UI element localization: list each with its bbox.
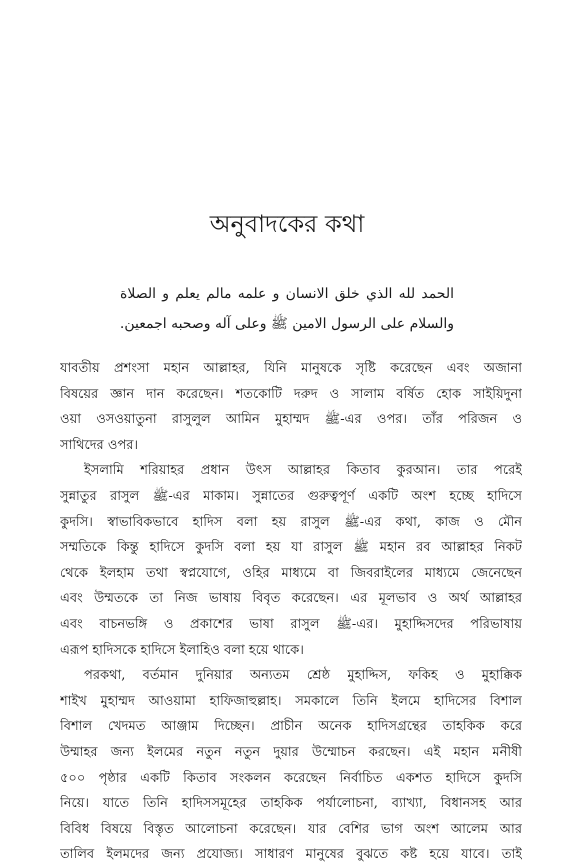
paragraph-2 xyxy=(60,458,522,663)
page-title: অনুবাদকের কথা xyxy=(209,210,365,238)
text-line: সম্মতিকে কিন্তু হাদিসে কুদসি বলা হয় যা রাসুল ﷺ মহান রব আল্লাহর নিকট xyxy=(60,540,522,556)
text-line: বিষয়ের জ্ঞান দান করেছেন। শতকোটি দরুদ ও সালাম বর্ষিত হোক সাইয়িদুনা xyxy=(60,386,522,402)
text-line: উম্মাহর জন্য ইলমের নতুন নতুন দুয়ার উম্মোচন করছেন। এই মহান মনীষী xyxy=(60,744,522,760)
text-line: পরকথা, বর্তমান দুনিয়ার অন্যতম শ্রেষ্ঠ মুহাদ্দিস, ফকিহ ও মুহাক্কিক xyxy=(84,668,522,684)
text-line: নিয়ে। যাতে তিনি হাদিসসমূহের তাহকিক পর্যালোচনা, ব্যাখ্যা, বিধানসহ আর xyxy=(60,796,522,812)
text-line: তালিব ইলমদের জন্য প্রযোজ্য। সাধারণ মানুষের বুঝতে কষ্ট হয়ে যাবে। তাই xyxy=(60,847,522,863)
text-line: এবং বাচনভঙ্গি ও প্রকাশের ভাষা রাসুল ﷺ-এর। মুহাদ্দিসদের পরিভাষায় xyxy=(60,616,522,632)
text-line: কুদসি। স্বাভাবিকভাবে হাদিস বলা হয় রাসুল ﷺ-এর কথা, কাজ ও মৌন xyxy=(60,514,522,530)
arabic-invocation-line-1: الحمد لله الذي خلق الانسان و علمه مالم يعلم و الصلاة xyxy=(120,286,454,302)
text-line: যাবতীয় প্রশংসা মহান আল্লাহর, যিনি মানুষকে সৃষ্টি করেছেন এবং অজানা xyxy=(60,361,522,376)
text-line: শাইখ মুহাম্মদ আওয়ামা হাফিজাহুল্লাহ। সমকালে তিনি ইলমে হাদিসের বিশাল xyxy=(60,693,522,709)
text-line: এরূপ হাদিসকে হাদিসে ইলাহিও বলা হয়ে থাকে। xyxy=(60,642,304,658)
text-line: ওয়া ওসওয়াতুনা রাসুলুল আমিন মুহাম্মদ ﷺ-এর ওপর। তাঁর পরিজন ও xyxy=(60,412,522,428)
paragraph-1 xyxy=(60,356,522,458)
text-line: সুন্নাতুর রাসুল ﷺ-এর মাকাম। সুন্নাতের গুরুত্বপূর্ণ একটি অংশ হচ্ছে হাদিসে xyxy=(60,488,522,504)
body-text xyxy=(60,356,522,868)
text-line: সাথিদের ওপর। xyxy=(60,437,139,453)
text-line: বিবিধ বিষয়ে বিস্তৃত আলোচনা করেছেন। যার বেশির ভাগ অংশ আলেম আর xyxy=(60,821,522,837)
text-line: এবং উম্মতকে তা নিজ ভাষায় বিবৃত করেছেন। এর মূলভাব ও অর্থ আল্লাহর xyxy=(60,591,522,607)
text-line: ইসলামি শরিয়াহর প্রধান উৎস আল্লাহর কিতাব কুরআন। তার পরেই xyxy=(84,463,522,479)
text-line: বিশাল খেদমত আঞ্জাম দিচ্ছেন। প্রাচীন অনেক হাদিসগ্রন্থের তাহকিক করে xyxy=(60,719,522,735)
text-line: থেকে ইলহাম তথা স্বপ্নযোগে, ওহির মাধ্যমে বা জিবরাইলের মাধ্যমে জেনেছেন xyxy=(60,565,522,581)
paragraph-3 xyxy=(60,663,522,868)
arabic-invocation-line-2: والسلام على الرسول الامين ﷺ وعلى آله وصحبه اجمعين. xyxy=(120,316,454,332)
text-line: ৫০০ পৃষ্ঠার একটি কিতাব সংকলন করেছেন নির্বাচিত একশত হাদিসে কুদসি xyxy=(60,770,522,786)
